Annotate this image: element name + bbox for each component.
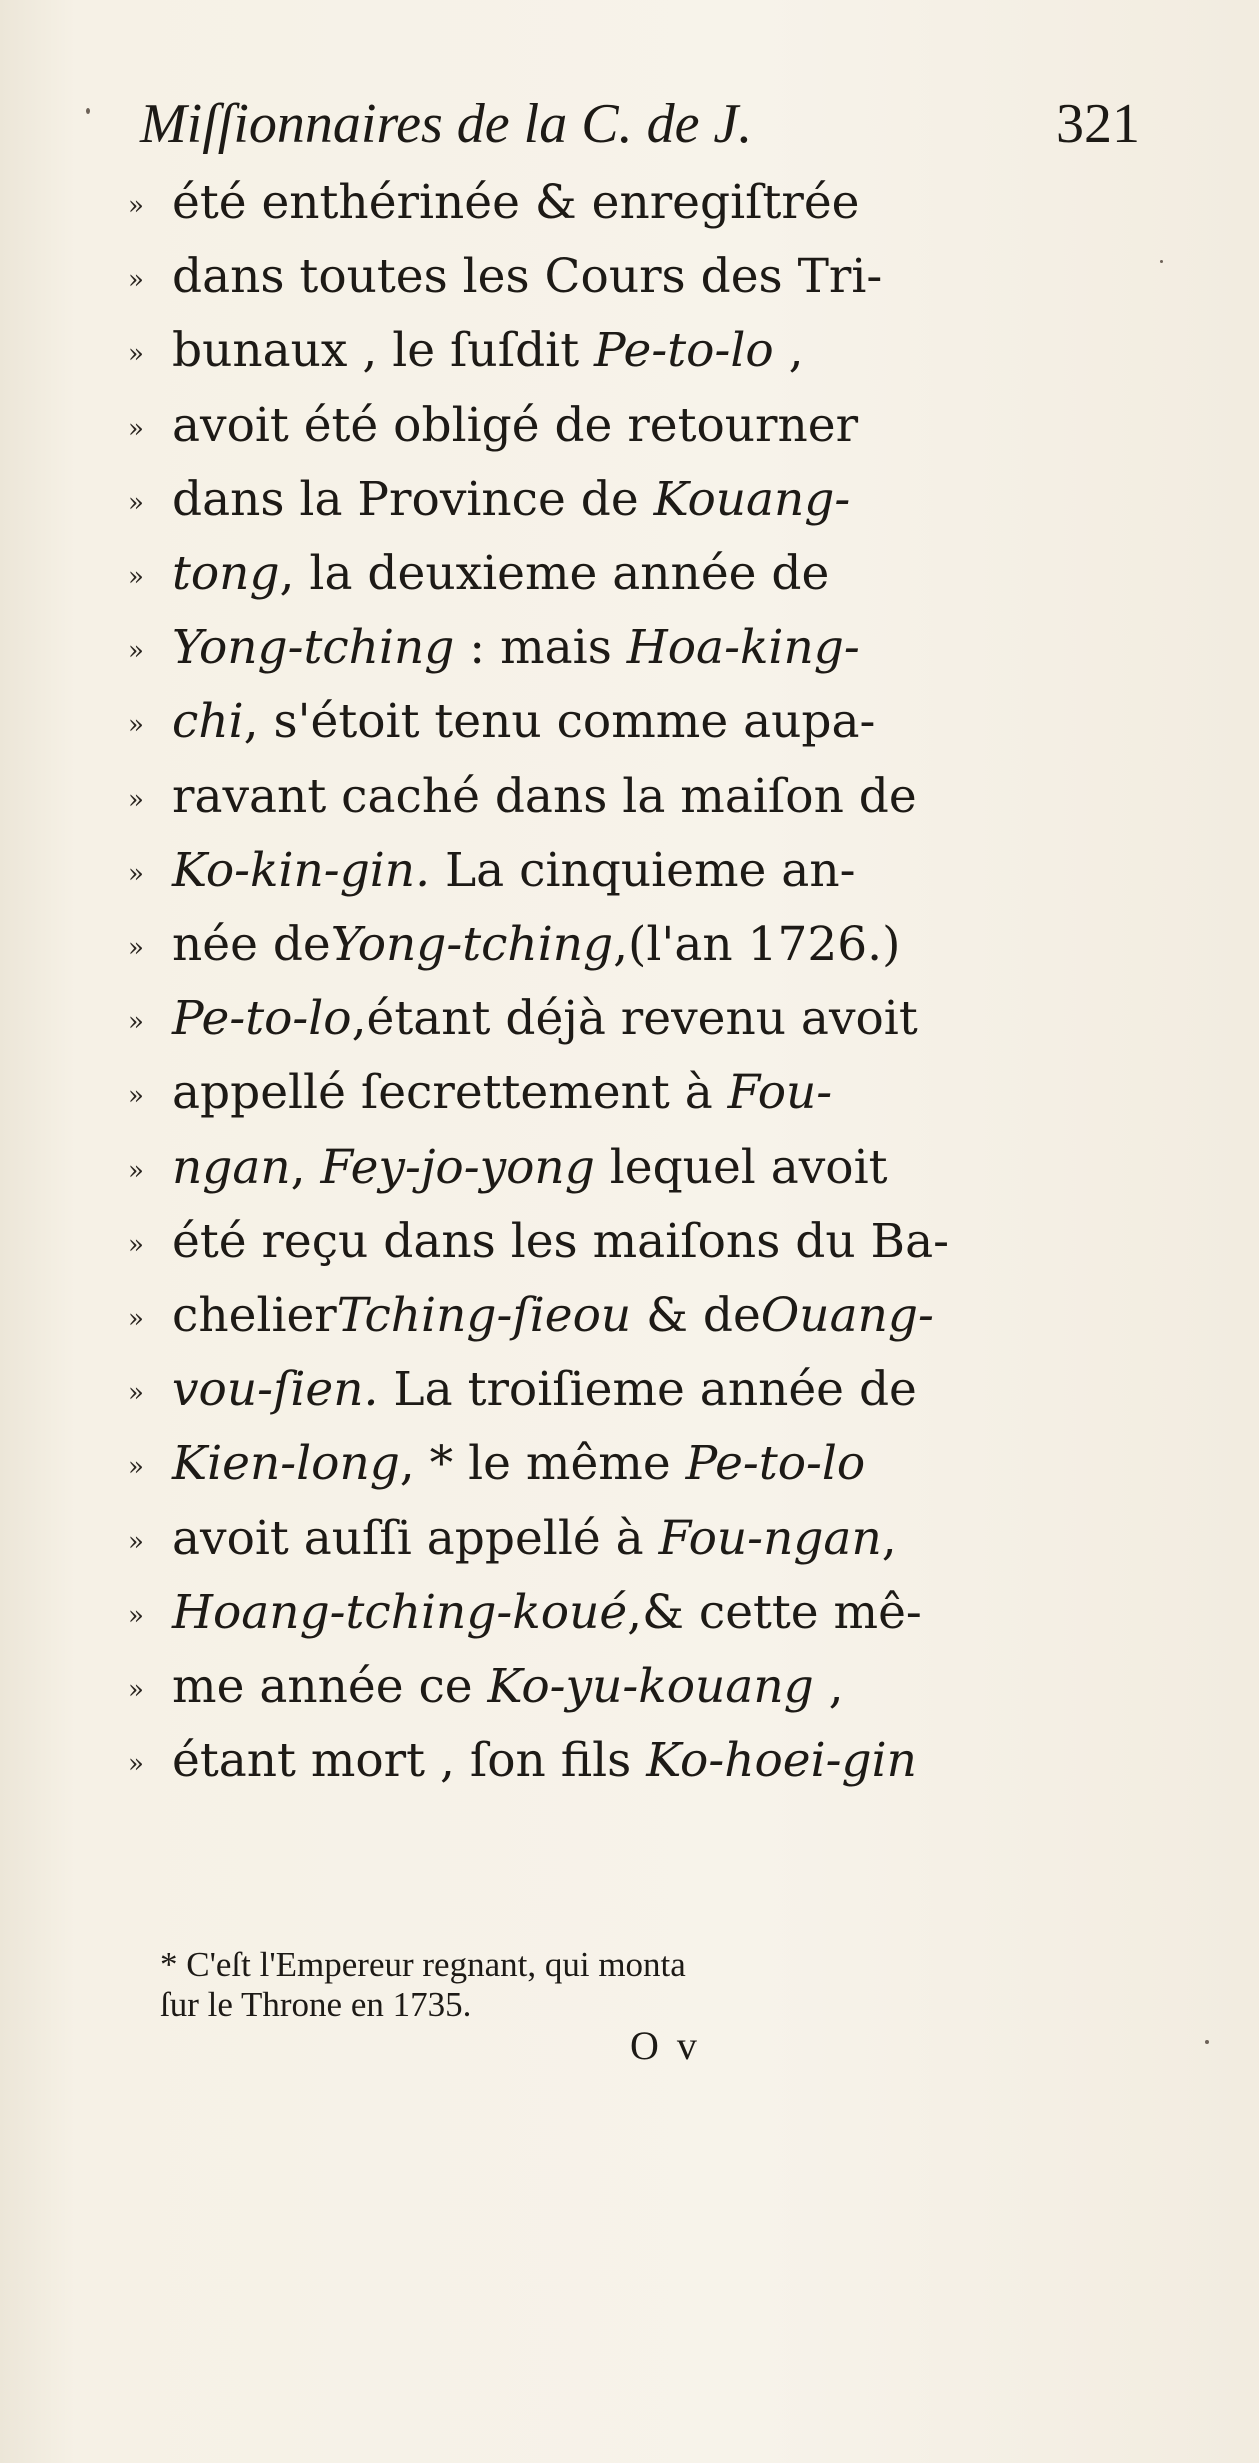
text-line	[128, 1140, 1018, 1196]
quote-mark: »	[128, 191, 144, 221]
paper-speck	[1205, 2040, 1209, 2044]
quote-mark: »	[128, 1155, 144, 1186]
quote-mark: »	[128, 636, 144, 667]
text-line	[128, 1214, 1018, 1270]
italic-run: Hoang-tching-koué	[172, 1584, 628, 1640]
quote-mark: »	[128, 1600, 144, 1631]
quote-mark: »	[128, 1526, 144, 1557]
text-run: & de	[631, 1288, 761, 1343]
text-run: ,étant déjà revenu avoit	[351, 991, 918, 1047]
italic-run: Ko-hoei-gin	[646, 1733, 917, 1789]
text-run: ,& cette mê-	[627, 1584, 922, 1640]
text-line	[128, 1733, 1018, 1789]
footnote-line: * C'eſt l'Empereur regnant, qui monta	[160, 1945, 686, 1984]
paper-speck	[86, 108, 90, 114]
quote-mark: »	[128, 710, 144, 741]
italic-run: Fou-ngan	[658, 1510, 882, 1566]
italic-run: Fou-	[727, 1065, 833, 1121]
italic-run: Kouang-	[653, 471, 851, 527]
quote-mark: »	[128, 1675, 144, 1705]
text-run: , la deuxieme année de	[279, 546, 830, 601]
quote-mark: »	[128, 1229, 144, 1260]
running-header	[140, 92, 1140, 162]
quote-mark: »	[128, 858, 144, 889]
text-run: La cinquieme an-	[430, 842, 856, 898]
paper-speck	[1160, 260, 1163, 263]
text-line	[128, 398, 1018, 454]
text-run: : mais	[454, 620, 627, 676]
text-run: , s'étoit tenu comme aupa-	[243, 694, 876, 750]
text-line	[128, 1362, 1018, 1418]
italic-run: Pe-to-lo	[594, 323, 774, 379]
text-run: lequel avoit	[594, 1139, 888, 1195]
quote-mark: »	[128, 1007, 144, 1038]
italic-run: Kien-long	[172, 1436, 400, 1492]
text-line	[128, 1065, 1018, 1121]
italic-run: Yong-tching	[330, 917, 614, 972]
text-run: étant mort , ſon fils	[172, 1733, 647, 1789]
text-run: été enthérinée & enregiſtrée	[172, 175, 860, 230]
quote-mark: »	[128, 487, 144, 518]
quote-mark: »	[128, 1304, 144, 1334]
text-run: chelier	[172, 1288, 337, 1343]
quote-mark: »	[128, 339, 144, 370]
quote-mark: »	[128, 1081, 144, 1112]
quote-mark: »	[128, 562, 144, 592]
quote-mark: »	[128, 933, 144, 963]
text-line	[128, 1288, 1018, 1344]
text-line	[128, 249, 1018, 305]
text-line	[128, 1585, 1018, 1641]
text-line	[128, 694, 1018, 750]
text-run: ,	[881, 1510, 897, 1566]
quote-mark: »	[128, 1378, 144, 1409]
italic-run: ngan	[172, 1139, 291, 1195]
footnote-line: ſur le Throne en 1735.	[160, 1985, 472, 2024]
text-line	[128, 175, 1018, 231]
signature-mark: O v	[630, 2023, 701, 2068]
text-run: La troiſieme année de	[378, 1362, 917, 1418]
italic-run: Pe-to-lo	[685, 1436, 866, 1492]
italic-run: Ko-kin-gin.	[172, 842, 431, 898]
text-line	[128, 991, 1018, 1047]
text-line	[128, 1511, 1018, 1567]
text-run: ,	[290, 1139, 321, 1195]
text-line	[128, 1659, 1018, 1715]
text-run: ,(l'an 1726.)	[613, 917, 901, 972]
italic-run: Tching-ſieou	[336, 1288, 632, 1343]
text-line	[128, 472, 1018, 528]
page-number: 321	[1056, 93, 1140, 155]
text-line	[128, 620, 1018, 676]
text-run: dans la Province de	[172, 471, 654, 527]
text-line	[128, 1436, 1018, 1492]
quote-mark: »	[128, 413, 144, 444]
text-run: avoit été obligé de retourner	[172, 397, 859, 453]
text-run: été reçu dans les maiſons du Ba-	[172, 1213, 949, 1269]
text-line	[128, 546, 1018, 602]
italic-run: Ouang-	[760, 1288, 934, 1343]
text-run: dans toutes les Cours des Tri-	[172, 249, 883, 305]
text-run: née de	[172, 917, 331, 972]
italic-run: tong	[172, 546, 280, 601]
text-run: me année ce	[172, 1659, 488, 1714]
text-run: ,	[813, 1659, 844, 1714]
text-run: appellé ſecrettement à	[172, 1065, 728, 1121]
text-run: bunaux , le ſuſdit	[172, 323, 595, 379]
quote-mark: »	[128, 265, 144, 296]
text-line	[128, 769, 1018, 825]
quote-mark: »	[128, 1749, 144, 1780]
text-line	[128, 323, 1018, 379]
running-title: Miſſionnaires de la C. de J.	[140, 93, 753, 155]
italic-run: vou-ſien.	[172, 1362, 379, 1418]
italic-run: chi	[172, 694, 244, 750]
quote-mark: »	[128, 784, 144, 815]
text-run: ,	[773, 323, 804, 379]
text-line	[128, 917, 1018, 973]
text-line	[128, 843, 1018, 899]
text-run: , * le même	[399, 1436, 686, 1492]
italic-run: Hoa-king-	[626, 620, 860, 676]
italic-run: Pe-to-lo	[172, 991, 352, 1047]
italic-run: Fey-jo-yong	[320, 1139, 595, 1195]
italic-run: Yong-tching	[172, 620, 455, 676]
quote-mark: »	[128, 1452, 144, 1483]
text-run: ravant caché dans la maiſon de	[172, 768, 917, 824]
text-run: avoit auſſi appellé à	[172, 1510, 659, 1566]
italic-run: Ko-yu-kouang	[487, 1659, 814, 1714]
